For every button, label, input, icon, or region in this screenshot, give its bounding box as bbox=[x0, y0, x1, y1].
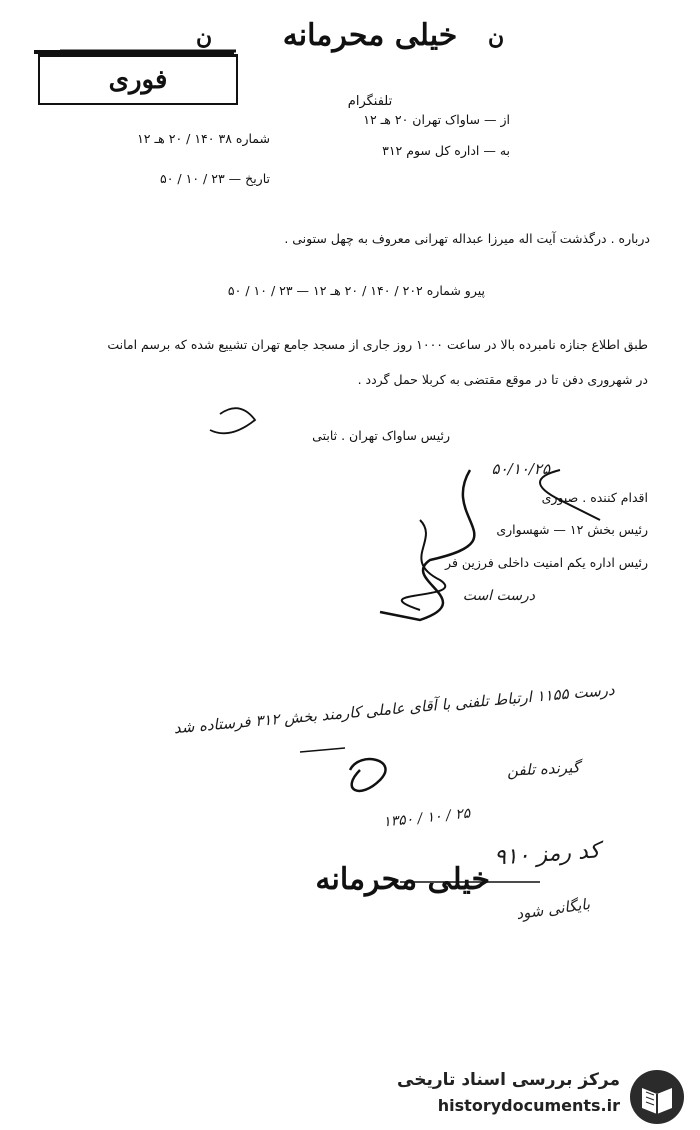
date-line: تاریخ — ۲۳ / ۱۰ / ۵۰ bbox=[160, 171, 270, 186]
section-chief: رئیس بخش ۱۲ — شهسواری bbox=[496, 522, 648, 537]
body-line-1: طبق اطلاع جنازه نامبرده بالا در ساعت ۱۰۰۰ روز جاری از مسجد جامع تهران تشییع شده که برسم امانت bbox=[107, 337, 648, 352]
action-by: اقدام کننده . صبوری bbox=[541, 490, 648, 505]
handwritten-note-3: ۲۵ / ۱۰ / ۱۳۵۰ bbox=[381, 805, 471, 831]
handwritten-note-1: درست ۱۱۵۵ ارتباط تلفنی با آقای عاملی کارمند بخش ۳۱۲ فرستاده شد bbox=[172, 680, 615, 738]
number-line: شماره ۳۸ ۱۴۰ / ۲۰ هـ ۱۲ bbox=[137, 131, 270, 146]
handwritten-note-2: گیرنده تلفن bbox=[506, 758, 581, 780]
handwritten-confirm: درست است bbox=[462, 588, 535, 604]
margin-mark-right: ن bbox=[488, 24, 505, 50]
footer-url[interactable]: historydocuments.ir bbox=[437, 1096, 620, 1115]
book-logo-icon bbox=[628, 1068, 686, 1126]
follow-up-line: پیرو شماره ۲۰۲ / ۱۴۰ / ۲۰ هـ ۱۲ — ۲۳ / ۱۰ / ۵۰ bbox=[227, 283, 485, 298]
to-line: به — اداره کل سوم ۳۱۲ bbox=[382, 143, 510, 158]
margin-mark-left: ن bbox=[196, 24, 213, 50]
scribble-note: بایگانی شود bbox=[514, 894, 591, 924]
classification-top: خیلی محرمانه bbox=[282, 18, 458, 53]
handwritten-date: ۵۰/۱۰/۲۵ bbox=[491, 460, 550, 478]
footer-org-name: مرکز بررسی اسناد تاریخی bbox=[397, 1070, 620, 1090]
from-line: از — ساواک تهران ۲۰ هـ ۱۲ bbox=[363, 112, 510, 127]
code-number: کد رمز ۹۱۰ bbox=[493, 838, 601, 871]
signature-chief: رئیس ساواک تهران . ثابتی bbox=[312, 428, 450, 443]
urgency-label: فوری bbox=[108, 65, 168, 95]
urgency-box bbox=[38, 54, 238, 105]
body-line-2: در شهروری دفن تا در موقع مقتضی به کربلا حمل گردد . bbox=[357, 372, 648, 387]
form-type: تلفنگرام bbox=[347, 94, 393, 109]
classification-bottom: خیلی محرمانه bbox=[315, 862, 490, 897]
subject-line: درباره . درگذشت آیت اله میرزا عبداله تهرانی معروف به چهل ستونی . bbox=[284, 231, 650, 246]
security-chief: رئیس اداره یکم امنیت داخلی فرزین فر bbox=[445, 555, 648, 570]
